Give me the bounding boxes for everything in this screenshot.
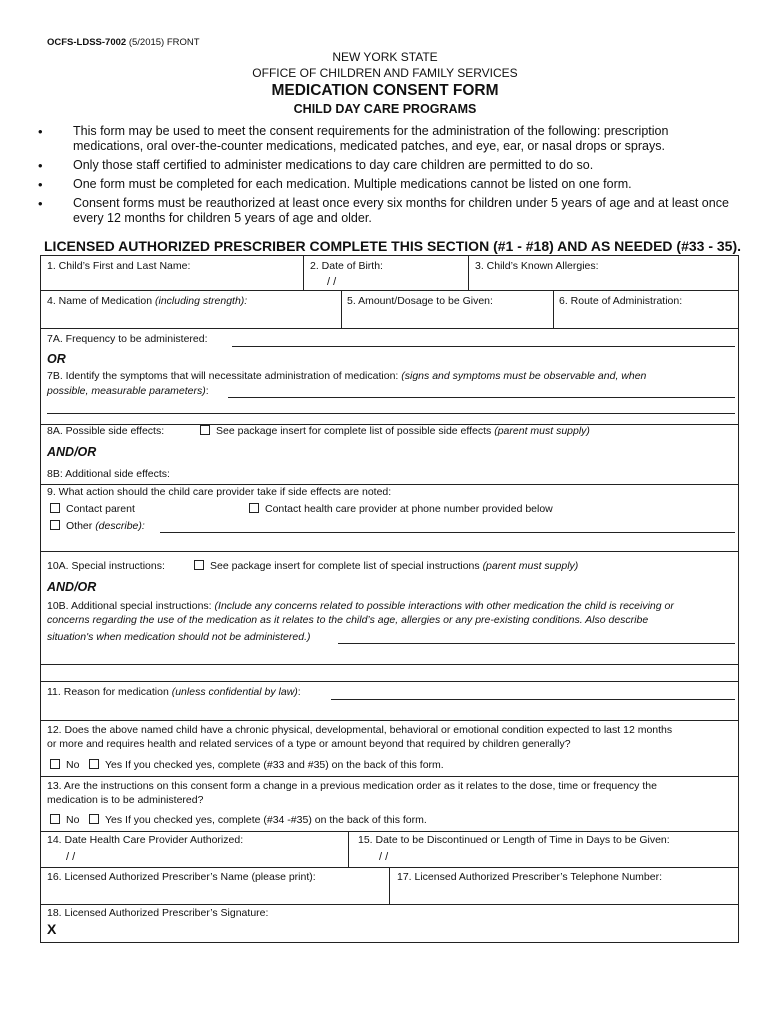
checkbox-icon[interactable] xyxy=(50,520,60,530)
additional-side-effects-label: 8B: Additional side effects: xyxy=(47,468,170,480)
symptoms-label-2: possible, measurable parameters): xyxy=(47,385,209,397)
change-no-checkbox[interactable]: No xyxy=(50,814,79,826)
symptoms-label: 7B. Identify the symptoms that will necessitate administration of medication: (signs and symptoms must be observable and, when xyxy=(47,370,647,382)
symptoms-input[interactable] xyxy=(228,397,735,398)
additional-instructions-note: concerns regarding the use of the medication as it relates to the child’s age, allergies or any pre-existing conditions. Also describe xyxy=(47,614,649,626)
route-label: 6. Route of Administration: xyxy=(559,295,683,307)
dob-label: 2. Date of Birth: xyxy=(310,260,383,272)
change-yes-checkbox[interactable]: Yes If you checked yes, complete (#34 -#35) on the back of this form. xyxy=(89,814,427,826)
checkbox-icon[interactable] xyxy=(249,503,259,513)
signature-mark[interactable]: X xyxy=(47,921,57,937)
checkbox-icon[interactable] xyxy=(200,425,210,435)
form-title: MEDICATION CONSENT FORM xyxy=(271,82,499,99)
form-subtitle: CHILD DAY CARE PROGRAMS xyxy=(293,102,477,116)
other-action-input[interactable] xyxy=(160,532,735,533)
discontinue-date-input[interactable]: / / xyxy=(379,851,389,863)
prescriber-phone-label: 17. Licensed Authorized Prescriber’s Telephone Number: xyxy=(397,871,662,883)
checkbox-icon[interactable] xyxy=(50,759,60,769)
chronic-no-checkbox[interactable]: No xyxy=(50,759,79,771)
side-effects-package-checkbox[interactable]: See package insert for complete list of possible side effects (parent must supply) xyxy=(200,425,590,437)
chronic-condition-question-2: or more and requires health and related services of a type or amount beyond that required by children generally? xyxy=(47,738,571,750)
form-code: OCFS-LDSS-7002 (5/2015) FRONT xyxy=(47,37,200,48)
allergies-label: 3. Child’s Known Allergies: xyxy=(475,260,599,272)
other-action-checkbox[interactable]: Other (describe): xyxy=(50,520,145,532)
and-or-label: AND/OR xyxy=(47,445,97,459)
additional-instructions-label: 10B. Additional special instructions: (Include any concerns related to possible interactions with other medication the child is receiving or xyxy=(47,600,674,612)
additional-instructions-input[interactable] xyxy=(338,643,735,644)
state-name: NEW YORK STATE xyxy=(332,50,438,64)
section-heading: LICENSED AUTHORIZED PRESCRIBER COMPLETE THIS SECTION (#1 - #18) AND AS NEEDED (#33 - 35). xyxy=(44,238,741,254)
contact-provider-checkbox[interactable]: Contact health care provider at phone number provided below xyxy=(249,503,553,515)
frequency-label: 7A. Frequency to be administered: xyxy=(47,333,208,345)
dob-input[interactable]: / / xyxy=(327,276,337,288)
and-or-label-2: AND/OR xyxy=(47,580,97,594)
dosage-label: 5. Amount/Dosage to be Given: xyxy=(347,295,493,307)
or-label: OR xyxy=(47,352,66,366)
frequency-input[interactable] xyxy=(232,346,735,347)
instruction-item: • One form must be completed for each medication. Multiple medications cannot be listed on one form. xyxy=(38,177,738,192)
authorized-date-input[interactable]: / / xyxy=(66,851,76,863)
reason-input[interactable] xyxy=(331,699,735,700)
instructions-list xyxy=(38,124,738,230)
checkbox-icon[interactable] xyxy=(89,759,99,769)
checkbox-icon[interactable] xyxy=(194,560,204,570)
reason-label: 11. Reason for medication (unless confidential by law): xyxy=(47,686,301,698)
symptoms-input-line2[interactable] xyxy=(47,413,735,414)
instruction-item: • Consent forms must be reauthorized at least once every six months for children under 5 years of age and at least once every 12 months for children 5 years of age and older. xyxy=(38,196,738,226)
prescriber-name-label: 16. Licensed Authorized Prescriber’s Name (please print): xyxy=(47,871,316,883)
checkbox-icon[interactable] xyxy=(89,814,99,824)
side-effects-action-label: 9. What action should the child care provider take if side effects are noted: xyxy=(47,486,392,498)
side-effects-label: 8A. Possible side effects: xyxy=(47,425,165,437)
discontinue-date-label: 15. Date to be Discontinued or Length of Time in Days to be Given: xyxy=(358,834,670,846)
instruction-item: • Only those staff certified to administer medications to day care children are permitted to do so. xyxy=(38,158,738,173)
child-name-label: 1. Child’s First and Last Name: xyxy=(47,260,191,272)
checkbox-icon[interactable] xyxy=(50,814,60,824)
instruction-change-question: 13. Are the instructions on this consent form a change in a previous medication order as it relates to the dose, time or frequency the xyxy=(47,780,657,792)
authorized-date-label: 14. Date Health Care Provider Authorized: xyxy=(47,834,244,846)
special-instructions-package-checkbox[interactable]: See package insert for complete list of special instructions (parent must supply) xyxy=(194,560,578,572)
instruction-item: • This form may be used to meet the consent requirements for the administration of the following: prescription medications, oral over-the-counter medications, medicated patches, and eye, ear, or nasal drops or sprays. xyxy=(38,124,738,154)
chronic-condition-question: 12. Does the above named child have a chronic physical, developmental, behavioral or emotional condition expected to last 12 months xyxy=(47,724,673,736)
medication-name-label: 4. Name of Medication (including strength): xyxy=(47,295,248,307)
contact-parent-checkbox[interactable]: Contact parent xyxy=(50,503,135,515)
checkbox-icon[interactable] xyxy=(50,503,60,513)
chronic-yes-checkbox[interactable]: Yes If you checked yes, complete (#33 and #35) on the back of this form. xyxy=(89,759,444,771)
prescriber-signature-label: 18. Licensed Authorized Prescriber’s Signature: xyxy=(47,907,269,919)
additional-instructions-note-2: situation's when medication should not be administered.) xyxy=(47,631,311,643)
instruction-change-question-2: medication is to be administered? xyxy=(47,794,204,806)
office-name: OFFICE OF CHILDREN AND FAMILY SERVICES xyxy=(252,66,518,80)
special-instructions-label: 10A. Special instructions: xyxy=(47,560,165,572)
